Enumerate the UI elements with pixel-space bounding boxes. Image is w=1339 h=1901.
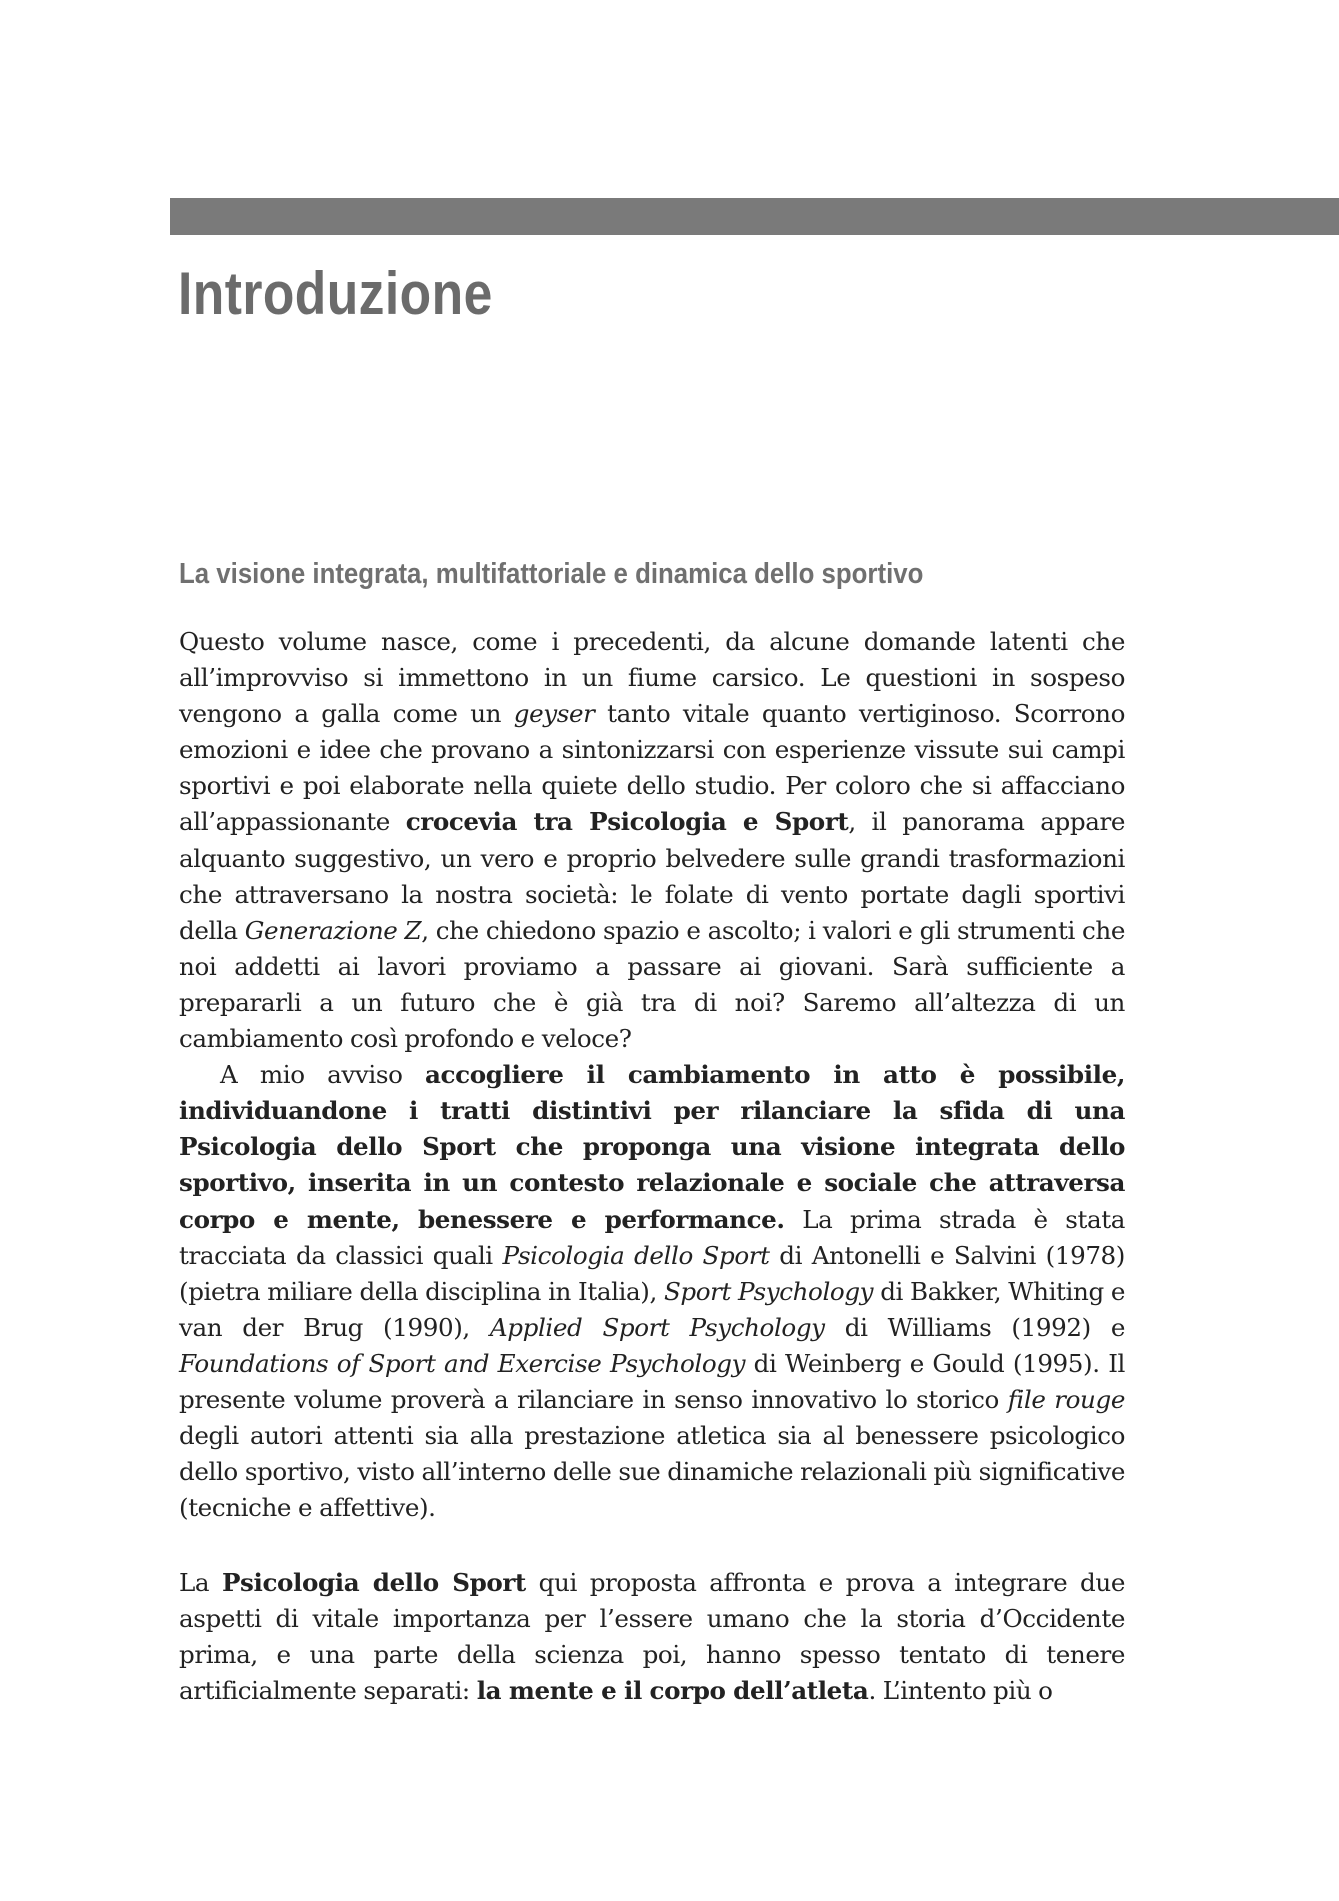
text-run: di Antonelli e Salvini (1978) (pietra miliare della disciplina in Italia), — [179, 1240, 1126, 1306]
text-run: , il panorama appare alquanto suggestivo, un vero e proprio belvedere sulle grandi trasformazioni che attraversano la nostra società: le folate di vento portate dagli sportivi della — [179, 807, 1125, 945]
text-run: A mio avviso — [220, 1060, 426, 1090]
bold-phrase: crocevia tra Psicologia e Sport — [405, 807, 849, 837]
body-text-block — [179, 1565, 1125, 1709]
paragraph-2 — [179, 1057, 1125, 1526]
section-heading: La visione integrata, multifattoriale e dinamica dello sportivo — [179, 558, 924, 590]
bold-phrase: accogliere il cambiamento in atto è possibile, individuandone i tratti distintivi per rilanciare la sfida di una Psicologia dello Sport che proponga una visione integrata dello sportivo, inserita in un contesto relazionale e sociale che attraversa corpo e mente, benessere e performance. — [179, 1060, 1125, 1234]
text-run: di Bakker, Whiting e van der Brug (1990), — [179, 1276, 1125, 1342]
text-run: La — [179, 1568, 222, 1597]
chapter-title: Introduzione — [178, 260, 493, 327]
book-title: Foundations of Sport and Exercise Psychology — [179, 1348, 746, 1378]
italic-term: Generazione Z — [244, 915, 422, 945]
paragraph-1 — [179, 624, 1125, 1057]
text-run: di Weinberg e Gould (1995). Il presente volume proverà a rilanciare in senso innovativo lo storico — [179, 1348, 1126, 1414]
text-run: degli autori attenti sia alla prestazione atletica sia al benessere psicologico dello sportivo, visto all’interno delle sue dinamiche relazionali più significative (tecniche e affettive). — [179, 1421, 1125, 1523]
text-run: , che chiedono spazio e ascolto; i valori e gli strumenti che noi addetti ai lavori proviamo a passare ai giovani. Sarà sufficiente a prepararli a un futuro che è già tra di noi? Saremo all’altezza di un cambiamento così profondo e veloce? — [179, 915, 1125, 1054]
bold-phrase: la mente e il corpo dell’atleta — [476, 1676, 869, 1706]
text-run: tanto vitale quanto vertiginoso. Scorrono emozioni e idee che provano a sintonizzarsi con esperienze vissute sui campi sportivi e poi elaborate nella quiete dello studio. Per coloro che si affacciano all’appassionante — [179, 699, 1125, 837]
paragraph-3 — [179, 1565, 1125, 1709]
text-run: di Williams (1992) e — [824, 1312, 1125, 1342]
text-run: Questo volume nasce, come i precedenti, da alcune domande latenti che all’improvviso si immettono in un fiume carsico. Le questioni in sospeso vengono a galla come un — [179, 627, 1125, 729]
bold-phrase: Psicologia dello Sport — [221, 1568, 526, 1597]
book-title: Sport Psychology — [663, 1276, 874, 1306]
body-text-block — [179, 624, 1125, 1526]
italic-term: geyser — [513, 699, 595, 729]
italic-term: file rouge — [1007, 1384, 1125, 1414]
text-run: La prima strada è stata tracciata da classici quali — [179, 1204, 1125, 1270]
chapter-header-bar — [170, 198, 1339, 235]
book-title: Psicologia dello Sport — [502, 1240, 770, 1270]
text-run: . L’intento più o — [868, 1676, 1053, 1706]
text-run: qui proposta affronta e prova a integrare due aspetti di vitale importanza per l’essere umano che la storia d’Occidente prima, e una parte della scienza poi, hanno spesso tentato di tenere artificialmente separati: — [179, 1568, 1125, 1706]
book-title: Applied Sport Psychology — [489, 1312, 825, 1342]
